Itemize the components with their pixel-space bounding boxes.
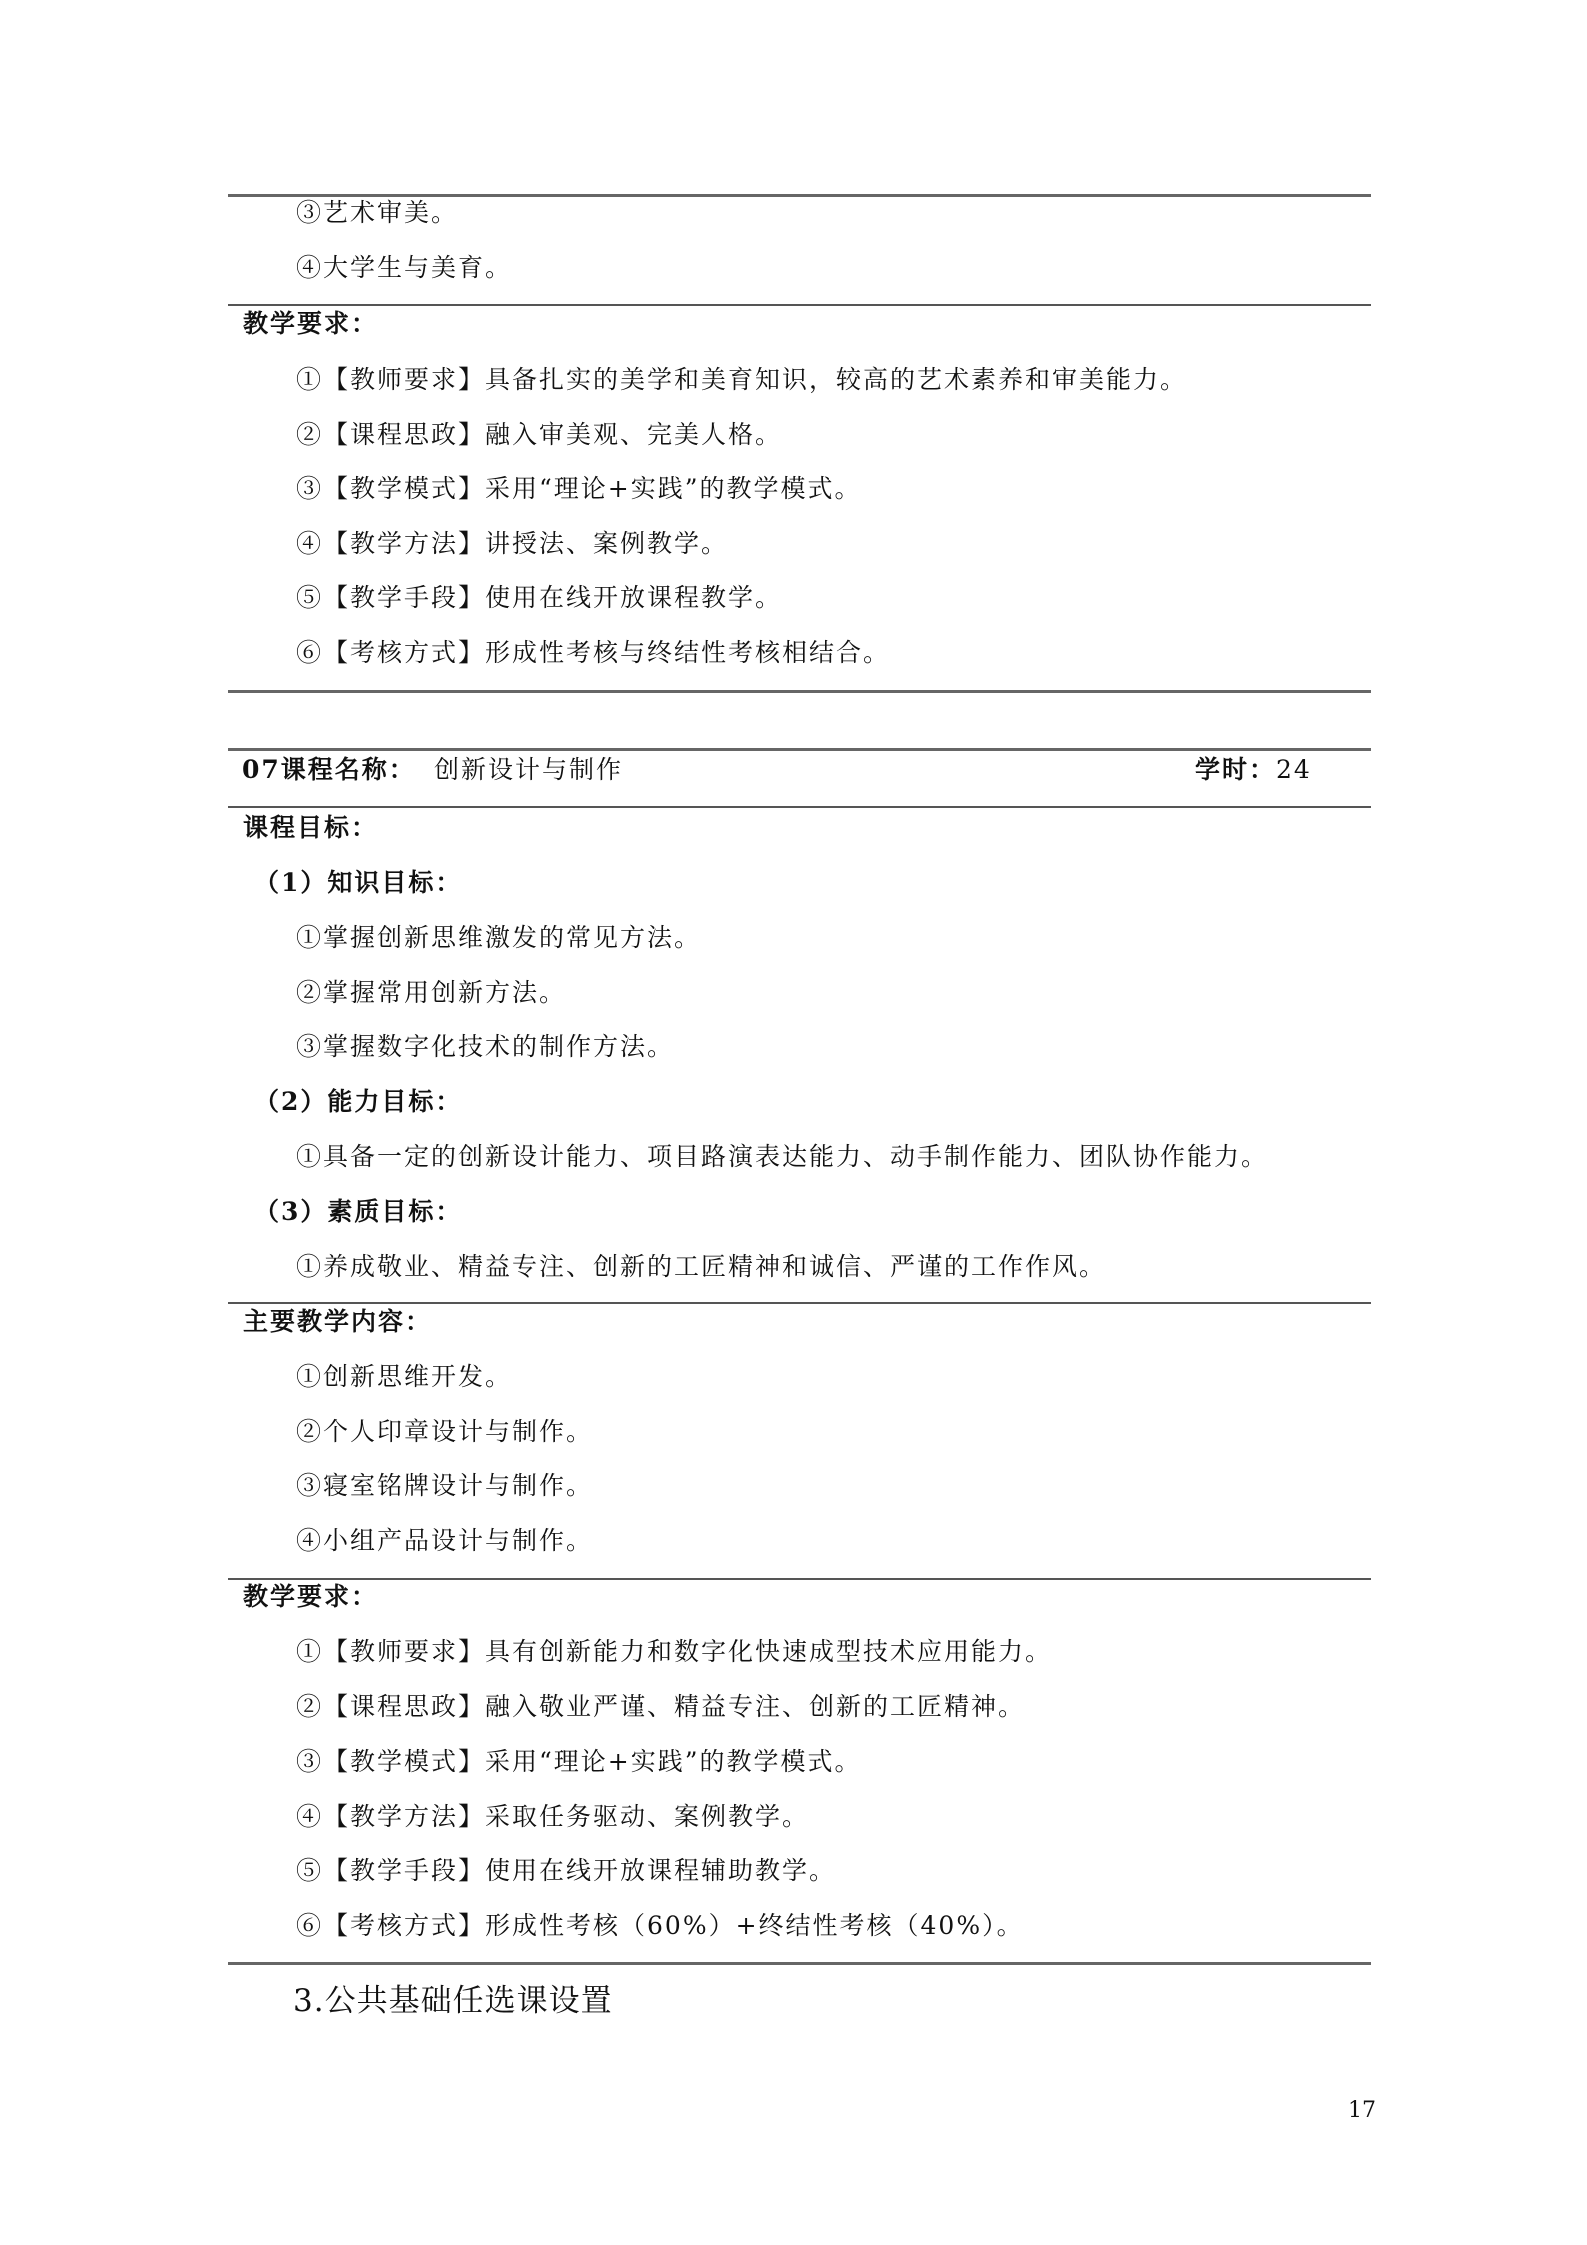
table-bottom-border bbox=[228, 1962, 1371, 1965]
teaching-requirements-label: 教学要求： bbox=[243, 309, 379, 338]
content-item: ④大学生与美育。 bbox=[296, 253, 513, 282]
row-divider bbox=[228, 1578, 1371, 1580]
requirement-item: ①【教师要求】具备扎实的美学和美育知识，较高的艺术素养和审美能力。 bbox=[296, 365, 1188, 394]
main-content-label: 主要教学内容： bbox=[243, 1307, 433, 1336]
course-hours-label: 学时： bbox=[1195, 755, 1277, 784]
goal-item: ①掌握创新思维激发的常见方法。 bbox=[296, 923, 702, 952]
requirement-item: ⑥【考核方式】形成性考核与终结性考核相结合。 bbox=[296, 638, 891, 667]
requirement-item: ①【教师要求】具有创新能力和数字化快速成型技术应用能力。 bbox=[296, 1637, 1053, 1666]
table-bottom-border bbox=[228, 690, 1371, 693]
table-top-border bbox=[228, 748, 1371, 751]
course-hours: 24 bbox=[1276, 755, 1312, 784]
knowledge-goals-label: （1）知识目标： bbox=[254, 868, 463, 897]
course-name-label: 07课程名称： bbox=[242, 755, 416, 784]
goal-item: ①具备一定的创新设计能力、项目路演表达能力、动手制作能力、团队协作能力。 bbox=[296, 1142, 1269, 1171]
course-goals-label: 课程目标： bbox=[243, 813, 379, 842]
content-item: ①创新思维开发。 bbox=[296, 1362, 513, 1391]
quality-goals-label: （3）素质目标： bbox=[254, 1197, 463, 1226]
row-divider bbox=[228, 806, 1371, 808]
page-number: 17 bbox=[1348, 2098, 1376, 2123]
content-item: ④小组产品设计与制作。 bbox=[296, 1526, 594, 1555]
requirement-item: ⑥【考核方式】形成性考核（60%）+终结性考核（40%）。 bbox=[296, 1911, 1024, 1940]
content-item: ③艺术审美。 bbox=[296, 198, 459, 227]
requirement-item: ④【教学方法】讲授法、案例教学。 bbox=[296, 529, 729, 558]
content-item: ③寝室铭牌设计与制作。 bbox=[296, 1471, 594, 1500]
goal-item: ①养成敬业、精益专注、创新的工匠精神和诚信、严谨的工作作风。 bbox=[296, 1252, 1107, 1281]
requirement-item: ③【教学模式】采用“理论+实践”的教学模式。 bbox=[296, 1747, 862, 1776]
row-divider bbox=[228, 304, 1371, 306]
goal-item: ③掌握数字化技术的制作方法。 bbox=[296, 1032, 675, 1061]
goal-item: ②掌握常用创新方法。 bbox=[296, 978, 567, 1007]
section-heading: 3.公共基础任选课设置 bbox=[293, 1983, 613, 2019]
content-item: ②个人印章设计与制作。 bbox=[296, 1417, 594, 1446]
requirement-item: ②【课程思政】融入审美观、完美人格。 bbox=[296, 420, 783, 449]
requirement-item: ③【教学模式】采用“理论+实践”的教学模式。 bbox=[296, 474, 862, 503]
requirement-item: ⑤【教学手段】使用在线开放课程辅助教学。 bbox=[296, 1856, 837, 1885]
teaching-requirements-label: 教学要求： bbox=[243, 1582, 379, 1611]
ability-goals-label: （2）能力目标： bbox=[254, 1087, 463, 1116]
requirement-item: ④【教学方法】采取任务驱动、案例教学。 bbox=[296, 1802, 810, 1831]
course-name: 创新设计与制作 bbox=[434, 755, 624, 784]
requirement-item: ⑤【教学手段】使用在线开放课程教学。 bbox=[296, 583, 783, 612]
row-divider bbox=[228, 1302, 1371, 1304]
requirement-item: ②【课程思政】融入敬业严谨、精益专注、创新的工匠精神。 bbox=[296, 1692, 1026, 1721]
